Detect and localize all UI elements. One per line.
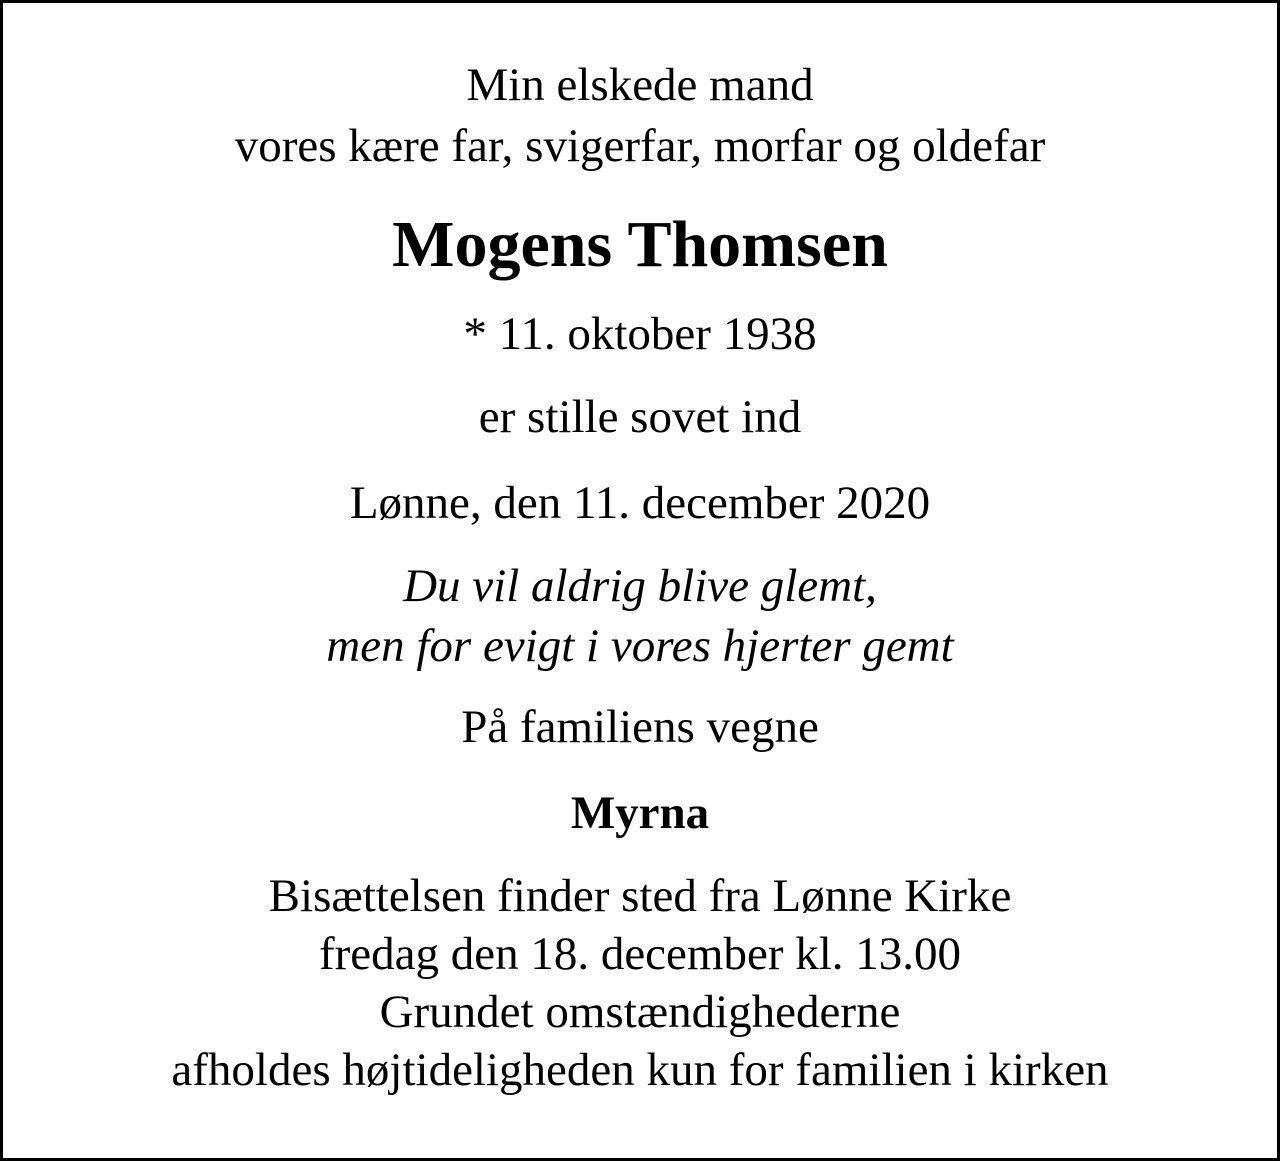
birth-date: * 11. oktober 1938 [463,308,817,360]
funeral-line-3: Grundet omstændighederne [379,986,901,1038]
funeral-line-2: fredag den 18. december kl. 13.00 [318,928,962,980]
intro-line-2: vores kære far, svigerfar, morfar og oldefar [234,120,1046,172]
place-and-date: Lønne, den 11. december 2020 [349,477,931,529]
signatory-name: Myrna [570,787,710,839]
on-behalf-text: På familiens vegne [461,701,819,753]
verse-line-1: Du vil aldrig blive glemt, [403,560,877,612]
intro-line-1: Min elskede mand [466,59,814,111]
passed-text: er stille sovet ind [478,391,802,443]
funeral-line-1: Bisættelsen finder sted fra Lønne Kirke [268,870,1012,922]
deceased-name: Mogens Thomsen [392,208,888,281]
funeral-line-4: afholdes højtideligheden kun for familien i kirken [171,1044,1109,1096]
verse-line-2: men for evigt i vores hjerter gemt [326,620,954,672]
